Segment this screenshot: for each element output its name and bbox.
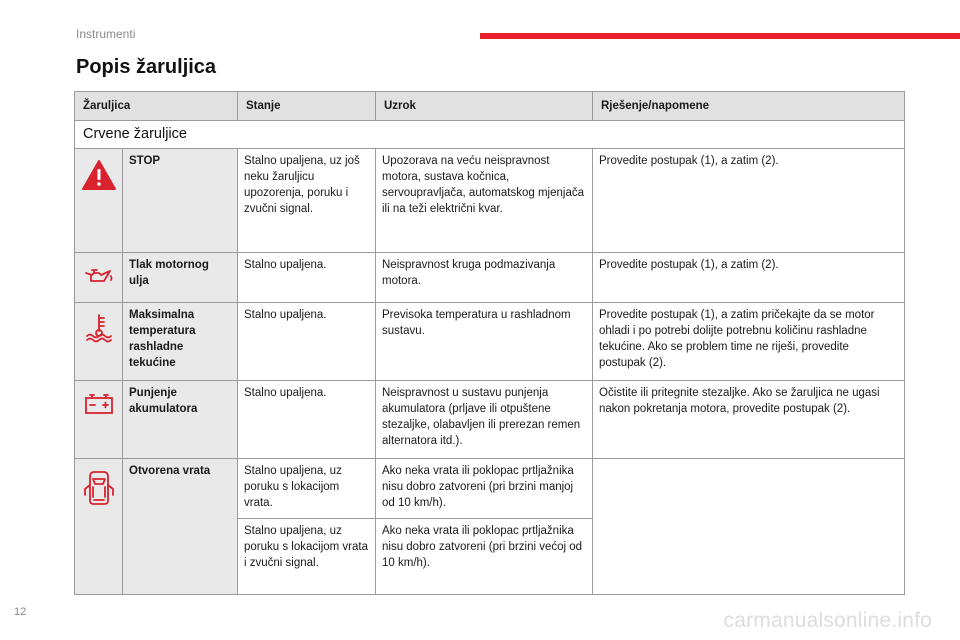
lamp-solution: Očistite ili pritegnite stezaljke. Ako se žaruljica ne ugasi nakon pokretanja motora, provedite postupak (2). — [593, 381, 905, 459]
open-doors-icon — [84, 469, 114, 507]
lamp-state: Stalno upaljena, uz poruku s lokacijom vrata. — [238, 459, 376, 519]
column-header-cause: Uzrok — [376, 92, 593, 121]
lamp-name: Punjenje akumulatora — [123, 381, 238, 459]
coolant-temperature-icon — [85, 313, 113, 343]
warning-lamps-table — [74, 91, 905, 595]
table-row — [75, 459, 905, 519]
icon-cell — [75, 149, 123, 253]
lamp-solution: Provedite postupak (1), a zatim (2). — [593, 149, 905, 253]
table-header-row — [75, 92, 905, 121]
icon-cell — [75, 303, 123, 381]
lamp-cause: Neispravnost u sustavu punjenja akumulatora (prljave ili otpuštene stezaljke, olabavljen ili prerezan remen alternatora itd.). — [376, 381, 593, 459]
lamp-cause: Ako neka vrata ili poklopac prtljažnika nisu dobro zatvoreni (pri brzini većoj od 10 km/h). — [376, 519, 593, 595]
lamp-state: Stalno upaljena. — [238, 253, 376, 303]
lamp-state: Stalno upaljena. — [238, 303, 376, 381]
section-name: Instrumenti — [76, 27, 136, 41]
lamp-state: Stalno upaljena, uz poruku s lokacijom vrata i zvučni signal. — [238, 519, 376, 595]
column-header-state: Stanje — [238, 92, 376, 121]
watermark: carmanualsonline.info — [723, 609, 932, 632]
lamp-name: STOP — [123, 149, 238, 253]
icon-cell — [75, 381, 123, 459]
table-row — [75, 149, 905, 253]
lamp-name: Tlak motornog ulja — [123, 253, 238, 303]
column-header-solution: Rješenje/napomene — [593, 92, 905, 121]
lamp-cause: Upozorava na veću neispravnost motora, sustava kočnica, servoupravljača, automatskog mjenjača ili na teži električni kvar. — [376, 149, 593, 253]
page-title: Popis žaruljica — [76, 56, 217, 78]
oil-can-icon — [83, 267, 115, 287]
table-row — [75, 381, 905, 459]
lamp-state: Stalno upaljena, uz još neku žaruljicu upozorenja, poruku i zvučni signal. — [238, 149, 376, 253]
lamp-solution — [593, 459, 905, 595]
column-header-lamp: Žaruljica — [75, 92, 238, 121]
icon-cell — [75, 253, 123, 303]
header-accent-bar — [480, 33, 960, 39]
lamp-name: Otvorena vrata — [123, 459, 238, 595]
lamp-name: Maksimalna temperatura rashladne tekućine — [123, 303, 238, 381]
lamp-cause: Ako neka vrata ili poklopac prtljažnika nisu dobro zatvoreni (pri brzini manjoj od 10 km/h). — [376, 459, 593, 519]
warning-triangle-icon — [81, 159, 117, 191]
battery-icon — [84, 393, 114, 415]
lamp-cause: Neispravnost kruga podmazivanja motora. — [376, 253, 593, 303]
page-number: 12 — [14, 606, 27, 618]
table-row — [75, 253, 905, 303]
section-row — [75, 121, 905, 149]
lamp-cause: Previsoka temperatura u rashladnom sustavu. — [376, 303, 593, 381]
section-title: Crvene žaruljice — [75, 121, 905, 149]
table-row — [75, 303, 905, 381]
icon-cell — [75, 459, 123, 595]
lamp-state: Stalno upaljena. — [238, 381, 376, 459]
lamp-solution: Provedite postupak (1), a zatim pričekajte da se motor ohladi i po potrebi dolijte potrebnu količinu rashladne tekućine. Ako se problem time ne riješi, provedite postupak (2). — [593, 303, 905, 381]
lamp-solution: Provedite postupak (1), a zatim (2). — [593, 253, 905, 303]
